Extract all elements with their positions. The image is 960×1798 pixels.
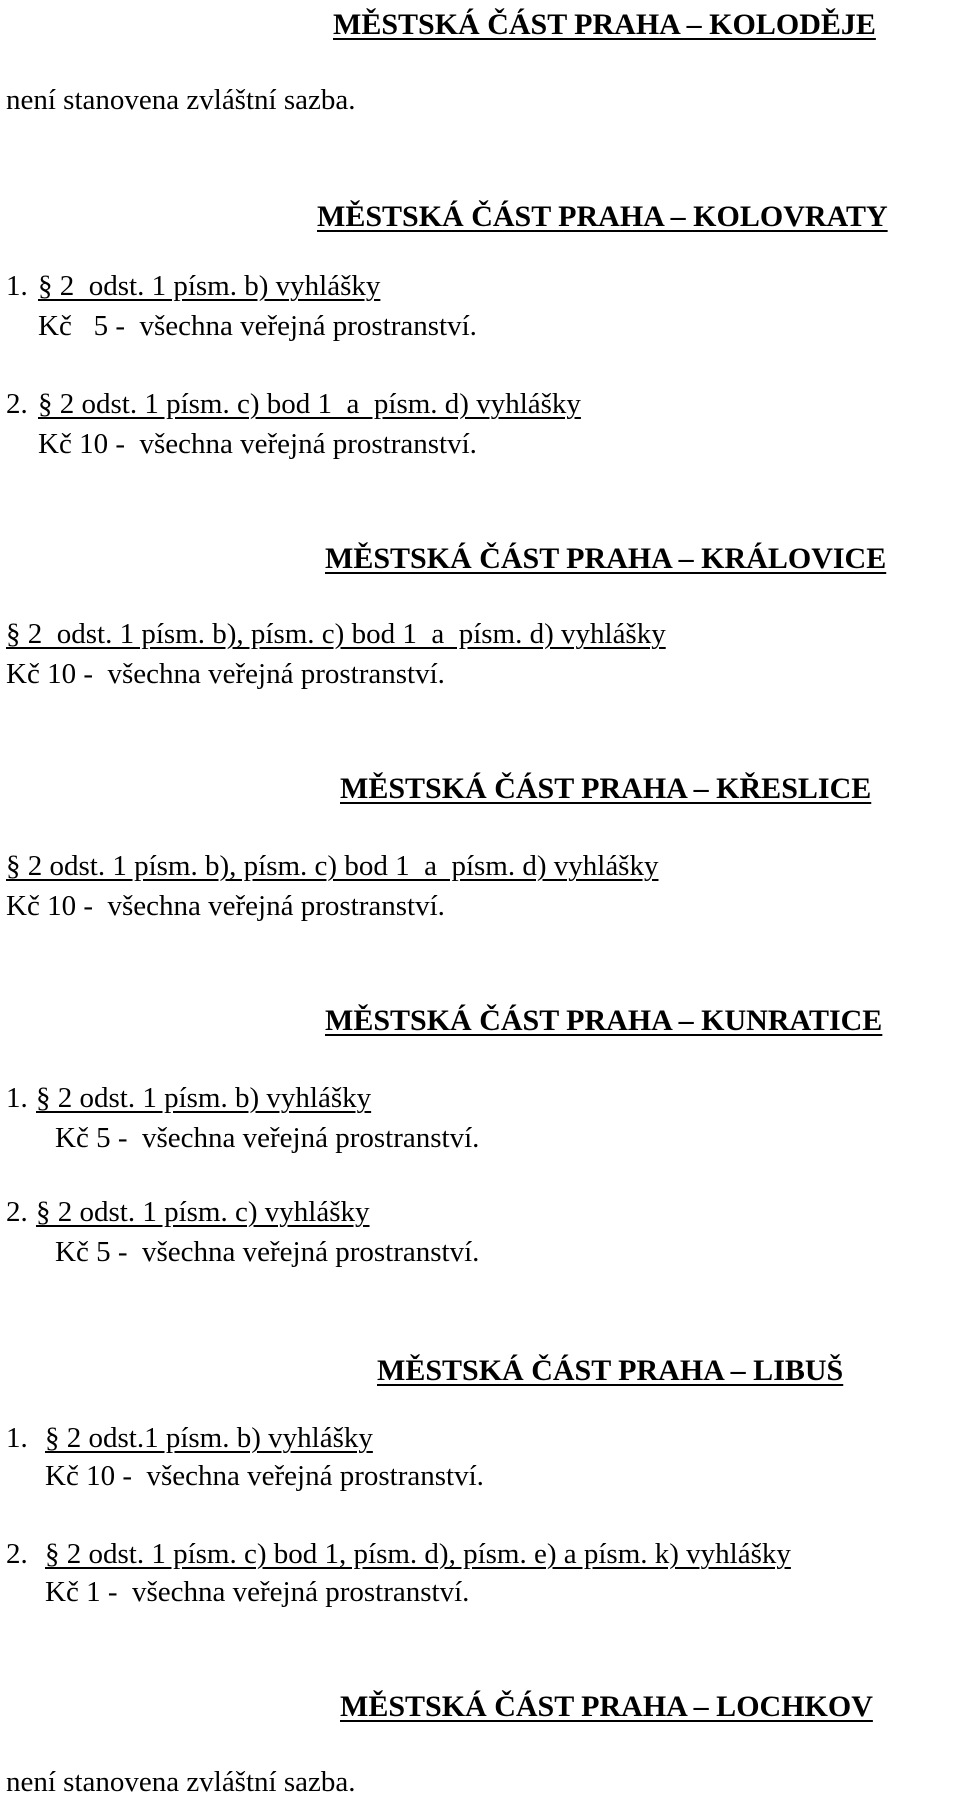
section-heading-lochkov: MĚSTSKÁ ČÁST PRAHA – LOCHKOV (340, 1690, 873, 1723)
item-rate: Kč 5 - všechna veřejná prostranství. (55, 1122, 480, 1154)
item-number: 1. (6, 1422, 28, 1454)
item-reference: § 2 odst.1 písm. b) vyhlášky (45, 1422, 373, 1454)
item-reference: § 2 odst. 1 písm. b), písm. c) bod 1 a písm. d) vyhlášky (6, 618, 666, 650)
item-reference: § 2 odst. 1 písm. b) vyhlášky (38, 270, 381, 302)
section-heading-kolovraty: MĚSTSKÁ ČÁST PRAHA – KOLOVRATY (317, 200, 888, 233)
section-heading-kunratice: MĚSTSKÁ ČÁST PRAHA – KUNRATICE (325, 1004, 883, 1037)
item-number: 2. (6, 1538, 28, 1570)
item-reference: § 2 odst. 1 písm. b), písm. c) bod 1 a písm. d) vyhlášky (6, 850, 659, 882)
item-reference: § 2 odst. 1 písm. b) vyhlášky (36, 1082, 372, 1114)
item-number: 1. (6, 270, 28, 302)
section-heading-kreslice: MĚSTSKÁ ČÁST PRAHA – KŘESLICE (340, 772, 872, 805)
item-rate: Kč 10 - všechna veřejná prostranství. (6, 890, 445, 922)
section-note-kolodeje: není stanovena zvláštní sazba. (6, 84, 356, 116)
item-number: 1. (6, 1082, 28, 1114)
item-rate: Kč 10 - všechna veřejná prostranství. (6, 658, 445, 690)
item-reference: § 2 odst. 1 písm. c) vyhlášky (36, 1196, 370, 1228)
section-heading-libus: MĚSTSKÁ ČÁST PRAHA – LIBUŠ (377, 1354, 844, 1387)
item-reference: § 2 odst. 1 písm. c) bod 1 a písm. d) vyhlášky (38, 388, 581, 420)
item-number: 2. (6, 1196, 28, 1228)
item-rate: Kč 10 - všechna veřejná prostranství. (45, 1460, 484, 1492)
item-rate: Kč 5 - všechna veřejná prostranství. (38, 310, 477, 342)
section-note-lochkov: není stanovena zvláštní sazba. (6, 1766, 356, 1798)
item-rate: Kč 10 - všechna veřejná prostranství. (38, 428, 477, 460)
item-rate: Kč 1 - všechna veřejná prostranství. (45, 1576, 470, 1608)
section-heading-kralovice: MĚSTSKÁ ČÁST PRAHA – KRÁLOVICE (325, 542, 887, 575)
section-heading-kolodeje: MĚSTSKÁ ČÁST PRAHA – KOLODĚJE (333, 8, 876, 41)
item-rate: Kč 5 - všechna veřejná prostranství. (55, 1236, 480, 1268)
item-number: 2. (6, 388, 28, 420)
item-reference: § 2 odst. 1 písm. c) bod 1, písm. d), písm. e) a písm. k) vyhlášky (45, 1538, 791, 1570)
